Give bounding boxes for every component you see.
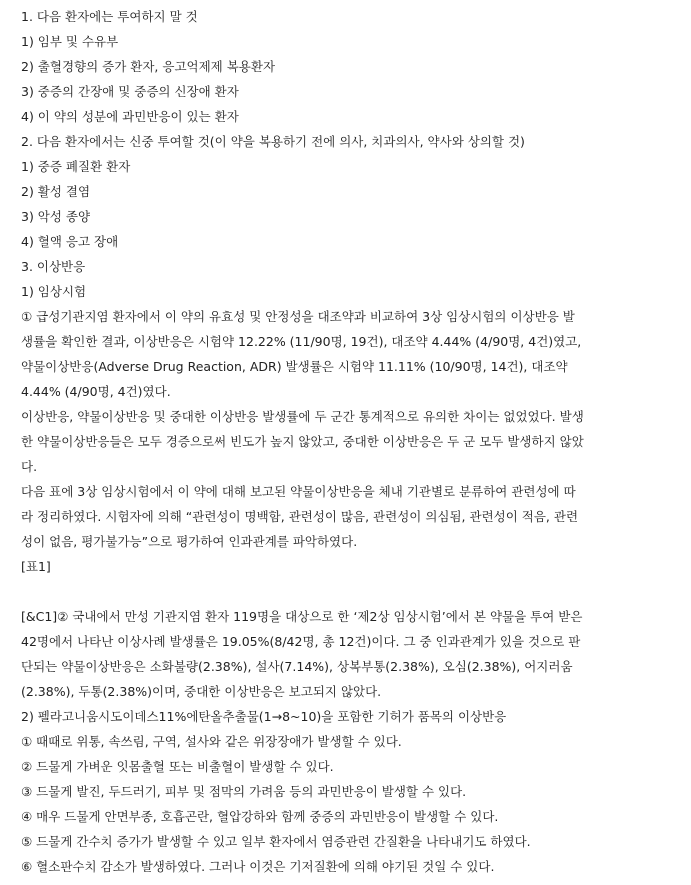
list-item: 1) 임부 및 수유부 [21,34,119,49]
list-item: ⑥ 혈소판수치 감소가 발생하였다. 그러나 이것은 기저질환에 의해 야기된 것일 수 있다. [21,859,495,874]
paragraph-line: 생률을 확인한 결과, 이상반응은 시험약 12.22% (11/90명, 19건), 대조약 4.44% (4/90명, 4건)였고, [21,334,582,349]
paragraph-line: 한 약물이상반응들은 모두 경증으로써 빈도가 높지 않았고, 중대한 이상반응은 두 군 모두 발생하지 않았 [21,434,584,449]
paragraph-line: 42명에서 나타난 이상사례 발생률은 19.05%(8/42명, 총 12건)이다. 그 중 인과관계가 있을 것으로 판 [21,634,581,649]
list-item: ① 때때로 위통, 속쓰림, 구역, 설사와 같은 위장장애가 발생할 수 있다. [21,734,402,749]
paragraph-line: (2.38%), 두통(2.38%)이며, 중대한 이상반응은 보고되지 않았다. [21,684,382,699]
list-item: 4) 혈액 응고 장애 [21,234,119,249]
section-heading-adverse-reactions: 3. 이상반응 [21,259,86,274]
paragraph-line: 단되는 약물이상반응은 소화불량(2.38%), 설사(7.14%), 상복부통(2.38%), 오심(2.38%), 어지러움 [21,659,573,674]
list-item: 4) 이 약의 성분에 과민반응이 있는 환자 [21,109,239,124]
paragraph-line: ① 급성기관지염 환자에서 이 약의 유효성 및 안정성을 대조약과 비교하여 3상 임상시험의 이상반응 발 [21,309,575,324]
list-item: 2) 활성 결염 [21,184,91,199]
list-item: ④ 매우 드물게 안면부종, 호흡곤란, 혈압강하와 함께 중증의 과민반응이 발생할 수 있다. [21,809,499,824]
paragraph-line: 성이 없음, 평가불가능”으로 평가하여 인과관계를 파악하였다. [21,534,358,549]
paragraph-line: 라 정리하였다. 시험자에 의해 “관련성이 명백함, 관련성이 많음, 관련성이 의심됨, 관련성이 적음, 관련 [21,509,579,524]
blank-line [21,579,691,604]
paragraph-line: 다. [21,459,38,474]
list-item: ② 드물게 가벼운 잇몸출혈 또는 비출혈이 발생할 수 있다. [21,759,334,774]
paragraph-line: 약물이상반응(Adverse Drug Reaction, ADR) 발생률은 시험약 11.11% (10/90명, 14건), 대조약 [21,359,568,374]
paragraph-line: 이상반응, 약물이상반응 및 중대한 이상반응 발생률에 두 군간 통계적으로 유의한 차이는 없었었다. 발생 [21,409,584,424]
subsection-heading-approved-products: 2) 펠라고니움시도이데스11%에탄올추출물(1→8~10)을 포함한 기허가 품목의 이상반응 [21,709,507,724]
list-item: ⑤ 드물게 간수치 증가가 발생할 수 있고 일부 환자에서 염증관련 간질환을 나타내기도 하였다. [21,834,531,849]
section-heading-caution: 2. 다음 환자에서는 신중 투여할 것(이 약을 복용하기 전에 의사, 치과의사, 약사와 상의할 것) [21,134,525,149]
paragraph-line: 4.44% (4/90명, 4건)였다. [21,384,171,399]
list-item: 1) 중증 폐질환 환자 [21,159,131,174]
list-item: 2) 출혈경향의 증가 환자, 응고억제제 복용환자 [21,59,276,74]
list-item: 3) 중증의 간장애 및 중증의 신장애 환자 [21,84,239,99]
paragraph-line: 다음 표에 3상 임상시험에서 이 약에 대해 보고된 약물이상반응을 체내 기관별로 분류하여 관련성에 따 [21,484,576,499]
document-body [0,4,691,885]
subsection-heading-clinical-trials: 1) 임상시험 [21,284,87,299]
paragraph-line: [&C1]② 국내에서 만성 기관지염 환자 119명을 대상으로 한 ‘제2상 임상시험’에서 본 약물을 투여 받은 [21,609,583,624]
list-item: ③ 드물게 발진, 두드러기, 피부 및 점막의 가려움 등의 과민반응이 발생할 수 있다. [21,784,467,799]
section-heading-contraindications: 1. 다음 환자에는 투여하지 말 것 [21,9,198,24]
list-item: 3) 악성 종양 [21,209,91,224]
table-placeholder: [표1] [21,559,51,574]
